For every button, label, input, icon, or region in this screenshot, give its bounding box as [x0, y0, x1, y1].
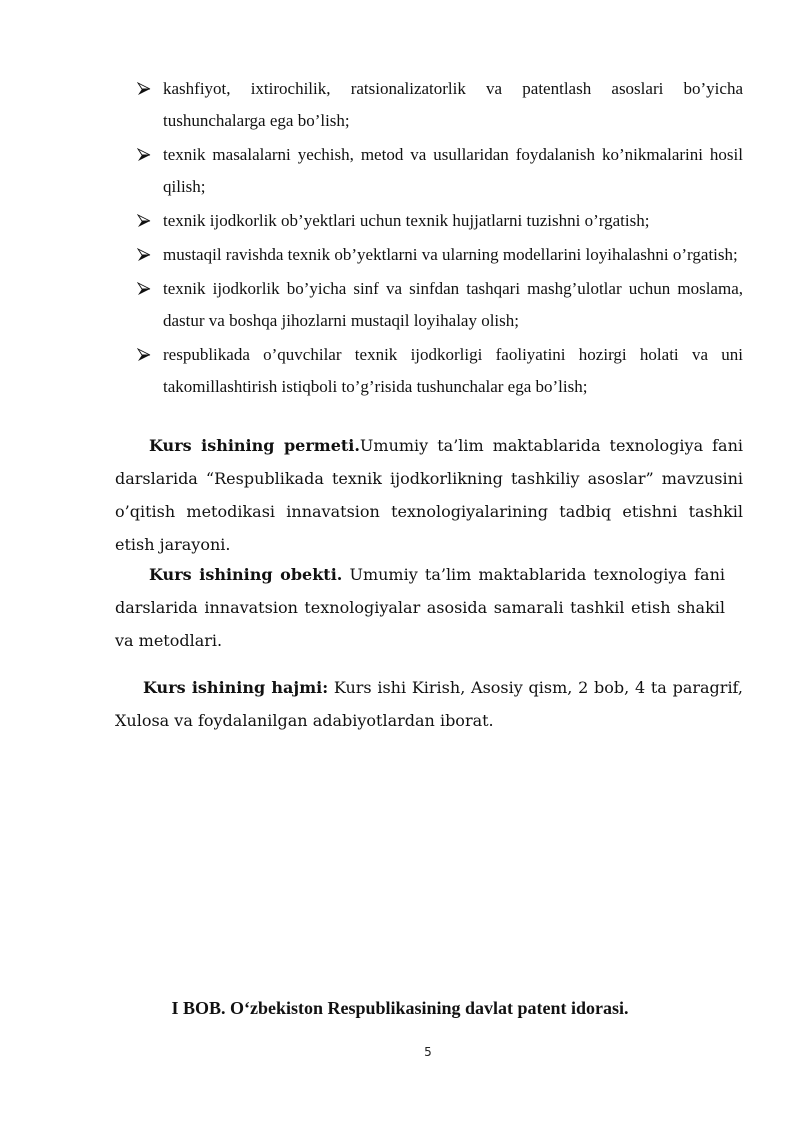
work-volume-text: Kurs ishi Kirish, Asosiy qism, 2 bob, 4 ta paragrif, Xulosa va foydalanilgan adabiyotlardan iborat.	[115, 678, 743, 730]
arrow-bullet-icon	[137, 82, 151, 96]
arrow-bullet-icon	[137, 248, 151, 262]
chapter-heading: I BOB. O‘zbekiston Respublikasining davlat patent idorasi.	[171, 998, 629, 1018]
work-volume-paragraph	[115, 671, 743, 737]
research-subject-paragraph	[115, 429, 743, 561]
research-subject-text: Umumiy ta’lim maktablarida texnologiya fani darslarida “Respublikada texnik ijodkorlikning tashkiliy asoslar” mavzusini o’qitish metodikasi innavatsion texnologiyalarining tadbiq etishni tashkil etish jarayoni.	[115, 436, 744, 554]
objectives-list	[135, 73, 743, 405]
list-item	[135, 73, 743, 137]
arrow-bullet-icon	[137, 148, 151, 162]
page-number: 5	[424, 1045, 432, 1059]
list-item	[135, 239, 743, 271]
research-subject-label: Kurs ishining permeti.	[149, 436, 360, 455]
list-item-text: texnik masalalarni yechish, metod va usullaridan foydalanish ko’nikmalarini hosil qilish;	[163, 145, 743, 196]
list-item	[135, 139, 743, 203]
arrow-bullet-icon	[137, 348, 151, 362]
list-item	[135, 205, 743, 237]
list-item	[135, 273, 743, 337]
list-item-text: respublikada o’quvchilar texnik ijodkorligi faoliyatini hozirgi holati va uni takomillashtirish istiqboli to’g’risida tushunchalar ega bo’lish;	[163, 345, 743, 396]
list-item-text: mustaqil ravishda texnik ob’yektlarni va ularning modellarini loyihalashni o’rgatish;	[163, 245, 738, 264]
work-volume-label: Kurs ishining hajmi:	[143, 678, 329, 697]
research-object-label: Kurs ishining obekti.	[149, 565, 343, 584]
arrow-bullet-icon	[137, 282, 151, 296]
list-item-text: texnik ijodkorlik ob’yektlari uchun texnik hujjatlarni tuzishni o’rgatish;	[163, 211, 650, 230]
list-item	[135, 339, 743, 403]
research-object-text: Umumiy ta’lim maktablarida texnologiya fani darslarida innavatsion texnologiyalar asosida samarali tashkil etish shakil va metodlari.	[115, 565, 725, 650]
list-item-text: kashfiyot, ixtirochilik, ratsionalizatorlik va patentlash asoslari bo’yicha tushunchalarga ega bo’lish;	[163, 79, 743, 130]
arrow-bullet-icon	[137, 214, 151, 228]
research-object-paragraph	[115, 558, 725, 657]
list-item-text: texnik ijodkorlik bo’yicha sinf va sinfdan tashqari mashg’ulotlar uchun moslama, dastur va boshqa jihozlarni mustaqil loyihalay olish;	[163, 279, 743, 330]
